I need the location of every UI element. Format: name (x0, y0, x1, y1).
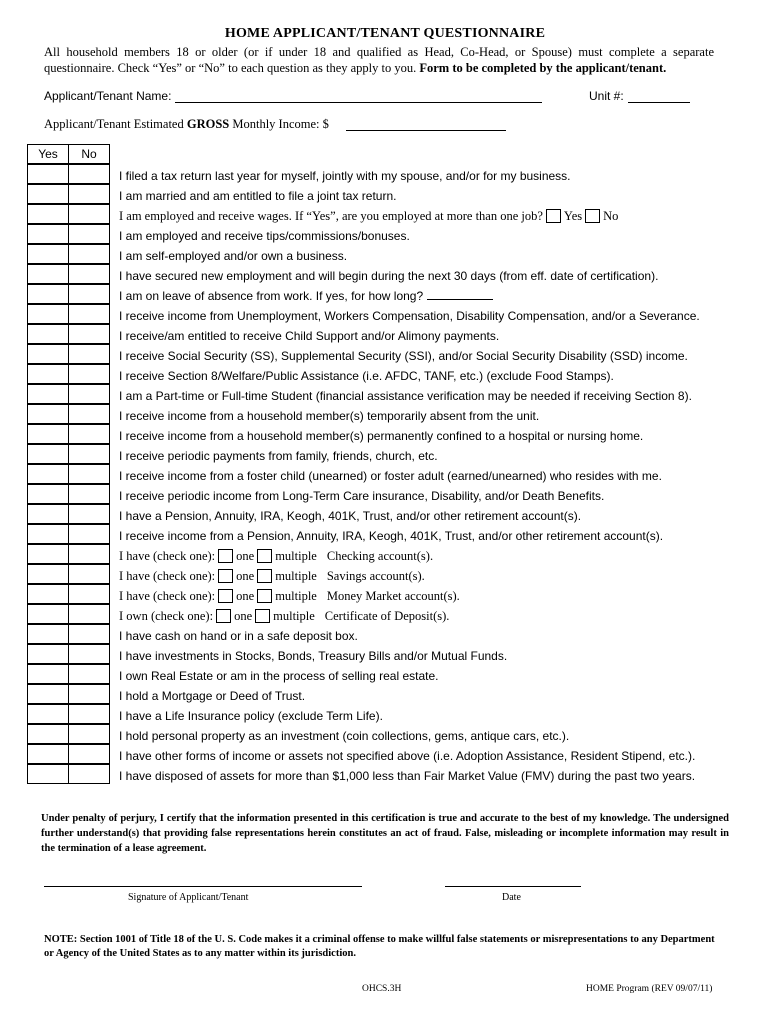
question-item: I receive income from a household member(s) permanently confined to a hospital or nursing home. (119, 429, 644, 443)
option-label: multiple (273, 609, 315, 623)
instructions-text: All household members 18 or older (or if under 18 and qualified as Head, Co-Head, or Spouse) must complete a separate questionnaire. Check “Yes” or “No” to each question as they apply to you. (44, 45, 714, 75)
question-text: I have (check one): (119, 549, 216, 563)
question-item (119, 546, 759, 566)
yes-checkbox[interactable] (27, 704, 69, 724)
question-item (119, 586, 759, 606)
question-item: I am self-employed and/or own a business. (119, 249, 348, 263)
question-item: I have cash on hand or in a safe deposit box. (119, 629, 358, 643)
account-type: Certificate of Deposit(s). (324, 609, 450, 623)
question-text: I have (check one): (119, 589, 216, 603)
question-text: I own (check one): (119, 609, 214, 623)
question-item: I am married and am entitled to file a joint tax return. (119, 189, 397, 203)
no-checkbox[interactable] (68, 704, 110, 724)
question-item: I receive income from a Pension, Annuity, IRA, Keogh, 401K, Trust, and/or other retirement account(s). (119, 529, 664, 543)
no-checkbox[interactable] (68, 284, 110, 304)
yes-checkbox[interactable] (27, 424, 69, 444)
answer-row (28, 265, 112, 285)
answer-row (28, 605, 112, 625)
answer-row (28, 745, 112, 765)
no-checkbox[interactable] (68, 444, 110, 464)
yes-checkbox[interactable] (27, 384, 69, 404)
yes-checkbox[interactable] (27, 404, 69, 424)
answer-row (28, 525, 112, 545)
question-item: I own Real Estate or am in the process of selling real estate. (119, 669, 439, 683)
question-item: I have secured new employment and will begin during the next 30 days (from eff. date of certification). (119, 269, 659, 283)
question-item: I have a Pension, Annuity, IRA, Keogh, 401K, Trust, and/or other retirement account(s). (119, 509, 582, 523)
option-checkbox[interactable] (218, 589, 233, 603)
no-checkbox[interactable] (68, 204, 110, 224)
yes-checkbox[interactable] (27, 484, 69, 504)
yes-checkbox[interactable] (27, 764, 69, 784)
yes-checkbox[interactable] (27, 164, 69, 184)
option-checkbox[interactable] (585, 209, 600, 223)
no-checkbox[interactable] (68, 504, 110, 524)
yes-checkbox[interactable] (27, 684, 69, 704)
answer-row (28, 185, 112, 205)
instructions (44, 44, 714, 76)
question-item: I receive periodic income from Long-Term Care insurance, Disability, and/or Death Benefits. (119, 489, 605, 503)
yes-checkbox[interactable] (27, 664, 69, 684)
yes-header: Yes (27, 144, 69, 164)
no-checkbox[interactable] (68, 464, 110, 484)
option-checkbox[interactable] (255, 609, 270, 623)
answer-row (28, 505, 112, 525)
unit-label: Unit #: (589, 89, 624, 103)
answer-row (28, 165, 112, 185)
answer-row (28, 465, 112, 485)
answer-row (28, 325, 112, 345)
income-field[interactable] (346, 130, 506, 131)
answer-row (28, 305, 112, 325)
yes-checkbox[interactable] (27, 444, 69, 464)
option-checkbox[interactable] (546, 209, 561, 223)
question-text: I am on leave of absence from work. If yes, for how long? (119, 289, 424, 303)
no-checkbox[interactable] (68, 524, 110, 544)
question-item: I am a Part-time or Full-time Student (financial assistance verification may be needed if receiving Section 8). (119, 389, 692, 403)
option-checkbox[interactable] (216, 609, 231, 623)
legal-note: NOTE: Section 1001 of Title 18 of the U. S. Code makes it a criminal offense to make willful false statements or misrepresentations to any Department or Agency of the United States as to any matter within its jurisdiction. (44, 934, 715, 959)
account-type: Checking account(s). (326, 549, 434, 563)
question-item: I hold personal property as an investment (coin collections, gems, antique cars, etc.). (119, 729, 570, 743)
signature-field[interactable] (44, 886, 362, 887)
no-checkbox[interactable] (68, 724, 110, 744)
no-checkbox[interactable] (68, 324, 110, 344)
no-checkbox[interactable] (68, 664, 110, 684)
income-gross: GROSS (186, 117, 230, 131)
option-label: multiple (275, 589, 317, 603)
option-label: one (236, 549, 255, 563)
option-checkbox[interactable] (257, 569, 272, 583)
page-title: HOME APPLICANT/TENANT QUESTIONNAIRE (224, 26, 546, 41)
no-checkbox[interactable] (68, 364, 110, 384)
answer-row (28, 345, 112, 365)
no-checkbox[interactable] (68, 404, 110, 424)
no-checkbox[interactable] (68, 164, 110, 184)
income-suffix: Monthly Income: $ (232, 117, 329, 131)
yes-checkbox[interactable] (27, 204, 69, 224)
question-item: I have a Life Insurance policy (exclude Term Life). (119, 709, 383, 723)
form-code: OHCS.3H (362, 984, 402, 994)
no-checkbox[interactable] (68, 224, 110, 244)
option-label: multiple (275, 549, 317, 563)
question-item: I have disposed of assets for more than $1,000 less than Fair Market Value (FMV) during the past two years. (119, 769, 696, 783)
question-item: I receive periodic payments from family, friends, church, etc. (119, 449, 438, 463)
question-item: I receive Section 8/Welfare/Public Assistance (i.e. AFDC, TANF, etc.) (exclude Food Stamps). (119, 369, 614, 383)
account-type: Savings account(s). (326, 569, 425, 583)
no-checkbox[interactable] (68, 624, 110, 644)
no-checkbox[interactable] (68, 764, 110, 784)
answer-row (28, 205, 112, 225)
option-label: Yes (563, 209, 583, 223)
income-prefix: Applicant/Tenant Estimated (44, 117, 184, 131)
yes-checkbox[interactable] (27, 344, 69, 364)
no-checkbox[interactable] (68, 564, 110, 584)
no-checkbox[interactable] (68, 244, 110, 264)
option-label: multiple (275, 569, 317, 583)
option-label: one (234, 609, 253, 623)
no-checkbox[interactable] (68, 484, 110, 504)
answer-row (28, 625, 112, 645)
applicant-name-row (44, 89, 694, 107)
answer-row (28, 705, 112, 725)
date-field[interactable] (445, 886, 581, 887)
yes-checkbox[interactable] (27, 604, 69, 624)
yes-checkbox[interactable] (27, 724, 69, 744)
yes-checkbox[interactable] (27, 564, 69, 584)
perjury-statement: Under penalty of perjury, I certify that the information presented in this certification is true and accurate to the best of my knowledge. The undersigned further understand(s) that providing false representations herein constitutes an act of fraud. False, misleading or incomplete information may result in the termination of a lease agreement. (41, 813, 729, 854)
answer-row (28, 645, 112, 665)
question-item: I receive income from a foster child (unearned) or foster adult (earned/unearned) who resides with me. (119, 469, 662, 483)
income-row (44, 117, 544, 132)
question-item: I have other forms of income or assets not specified above (i.e. Adoption Assistance, Resident Stipend, etc.). (119, 749, 696, 763)
yes-checkbox[interactable] (27, 524, 69, 544)
yes-checkbox[interactable] (27, 224, 69, 244)
option-label: No (603, 209, 619, 223)
yes-checkbox[interactable] (27, 544, 69, 564)
question-item (119, 566, 759, 586)
no-checkbox[interactable] (68, 604, 110, 624)
question-list (119, 166, 759, 786)
revision-label: HOME Program (REV 09/07/11) (586, 984, 713, 994)
question-text: I have (check one): (119, 569, 216, 583)
no-checkbox[interactable] (68, 744, 110, 764)
question-item: I receive Social Security (SS), Supplemental Security (SSI), and/or Social Security Disability (SSD) income. (119, 349, 688, 363)
question-item: I receive income from a household member(s) temporarily absent from the unit. (119, 409, 540, 423)
no-checkbox[interactable] (68, 544, 110, 564)
question-item: I receive/am entitled to receive Child Support and/or Alimony payments. (119, 329, 500, 343)
question-item: I have investments in Stocks, Bonds, Treasury Bills and/or Mutual Funds. (119, 649, 508, 663)
answer-row (28, 585, 112, 605)
no-checkbox[interactable] (68, 304, 110, 324)
yes-no-grid (28, 145, 112, 785)
no-checkbox[interactable] (68, 424, 110, 444)
yes-checkbox[interactable] (27, 624, 69, 644)
yes-checkbox[interactable] (27, 264, 69, 284)
unit-field[interactable] (628, 102, 690, 103)
option-label: one (236, 569, 255, 583)
question-text: I am employed and receive wages. If “Yes”, are you employed at more than one job? (119, 209, 543, 223)
date-label: Date (502, 892, 521, 903)
answer-row (28, 725, 112, 745)
no-header: No (68, 144, 110, 164)
answer-row (28, 365, 112, 385)
question-item: I receive income from Unemployment, Workers Compensation, Disability Compensation, and/or a Severance. (119, 309, 700, 323)
yes-checkbox[interactable] (27, 464, 69, 484)
question-item (119, 206, 759, 226)
option-checkbox[interactable] (218, 549, 233, 563)
duration-field[interactable] (427, 288, 493, 300)
yes-checkbox[interactable] (27, 324, 69, 344)
answer-row (28, 545, 112, 565)
answer-row (28, 665, 112, 685)
no-checkbox[interactable] (68, 384, 110, 404)
yes-checkbox[interactable] (27, 364, 69, 384)
instructions-bold: Form to be completed by the applicant/tenant. (419, 61, 667, 75)
answer-row (28, 405, 112, 425)
question-item: I filed a tax return last year for myself, jointly with my spouse, and/or for my business. (119, 169, 571, 183)
applicant-name-label: Applicant/Tenant Name: (44, 89, 172, 103)
question-item: I am employed and receive tips/commissions/bonuses. (119, 229, 410, 243)
answer-row (28, 565, 112, 585)
no-checkbox[interactable] (68, 584, 110, 604)
yes-checkbox[interactable] (27, 644, 69, 664)
no-checkbox[interactable] (68, 644, 110, 664)
account-type: Money Market account(s). (326, 589, 460, 603)
yes-checkbox[interactable] (27, 584, 69, 604)
option-checkbox[interactable] (218, 569, 233, 583)
answer-row (28, 385, 112, 405)
no-checkbox[interactable] (68, 344, 110, 364)
answer-row (28, 485, 112, 505)
option-label: one (236, 589, 255, 603)
option-checkbox[interactable] (257, 549, 272, 563)
option-checkbox[interactable] (257, 589, 272, 603)
no-checkbox[interactable] (68, 684, 110, 704)
answer-row (28, 425, 112, 445)
grid-header (28, 145, 112, 165)
applicant-name-field[interactable] (175, 102, 542, 103)
answer-row (28, 765, 112, 785)
yes-checkbox[interactable] (27, 284, 69, 304)
no-checkbox[interactable] (68, 264, 110, 284)
answer-row (28, 445, 112, 465)
yes-checkbox[interactable] (27, 744, 69, 764)
yes-checkbox[interactable] (27, 504, 69, 524)
yes-checkbox[interactable] (27, 184, 69, 204)
answer-row (28, 285, 112, 305)
answer-row (28, 225, 112, 245)
yes-checkbox[interactable] (27, 304, 69, 324)
question-item: I hold a Mortgage or Deed of Trust. (119, 689, 306, 703)
answer-row (28, 685, 112, 705)
question-item (119, 286, 759, 306)
signature-label: Signature of Applicant/Tenant (128, 892, 249, 903)
question-item (119, 606, 759, 626)
no-checkbox[interactable] (68, 184, 110, 204)
yes-checkbox[interactable] (27, 244, 69, 264)
answer-row (28, 245, 112, 265)
